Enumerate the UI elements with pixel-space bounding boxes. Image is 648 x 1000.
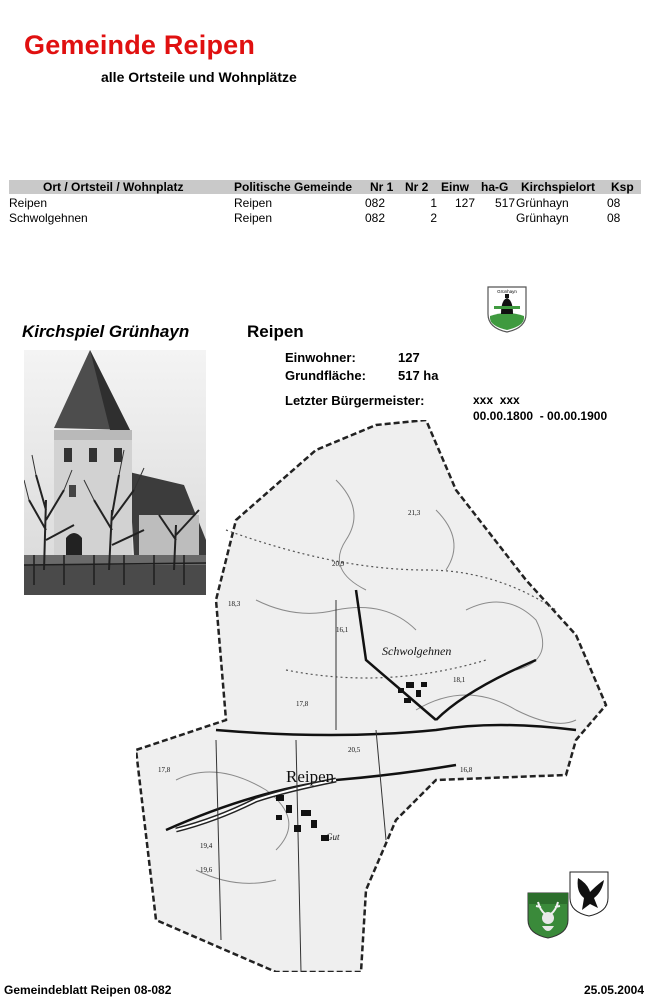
map-label-height: 18,1: [453, 676, 466, 684]
cell-kirchspielort: Grünhayn: [516, 196, 569, 210]
flaeche-value: 517 ha: [398, 368, 439, 383]
map-label-height: 17,8: [296, 700, 309, 708]
cell-einw: 127: [454, 196, 475, 210]
cell-gemeinde: Reipen: [234, 196, 273, 210]
col-header-nr1: Nr 1: [370, 180, 394, 194]
cell-kirchspielort: Grünhayn: [516, 211, 569, 225]
cell-ksp: 08: [607, 196, 621, 210]
col-header-ort: Ort / Ortsteil / Wohnplatz: [43, 180, 184, 194]
page-title: Gemeinde Reipen: [24, 30, 256, 60]
ort-heading: Reipen: [247, 322, 304, 341]
cell-ha: 517: [494, 196, 515, 210]
cell-gemeinde: Reipen: [234, 211, 273, 225]
map-label-height: 17,8: [158, 766, 171, 774]
footer-date: 25.05.2004: [583, 983, 644, 997]
map-label-height: 19,4: [200, 842, 213, 850]
map-label-height: 21,3: [408, 509, 421, 517]
buergermeister-label: Letzter Bürgermeister:: [285, 393, 425, 408]
map-label-reipen: Reipen: [286, 767, 335, 786]
cell-nr1: 082: [365, 211, 386, 225]
buergermeister-name: xxx xxx: [473, 393, 520, 407]
map-label-height: 18,3: [228, 600, 241, 608]
buergermeister-period: 00.00.1800 - 00.00.1900: [473, 409, 608, 423]
map-label-schwolgehnen: Schwolgehnen: [382, 644, 452, 658]
map-label-height: 20,5: [348, 746, 361, 754]
map-label-height: 16,8: [460, 766, 473, 774]
flaeche-label: Grundfläche:: [285, 368, 366, 383]
col-header-ksp: Ksp: [611, 180, 634, 194]
einwohner-value: 127: [398, 350, 420, 365]
map-label-height: 16,1: [336, 626, 349, 634]
cell-ksp: 08: [607, 211, 621, 225]
kirchspiel-heading: Kirchspiel Grünhayn: [22, 322, 190, 341]
map-label-height: 20,9: [332, 560, 345, 568]
cell-nr2: 2: [430, 211, 437, 225]
gruenhayn-coat-of-arms: [486, 284, 528, 334]
col-header-gemeinde: Politische Gemeinde: [234, 180, 353, 194]
page-subtitle: alle Ortsteile und Wohnplätze: [101, 69, 297, 85]
map-label-height: 19,6: [200, 866, 213, 874]
einwohner-label: Einwohner:: [285, 350, 356, 365]
footer-left: Gemeindeblatt Reipen 08-082: [4, 983, 172, 997]
cell-nr2: 1: [430, 196, 437, 210]
cell-nr1: 082: [365, 196, 386, 210]
cell-ort: Schwolgehnen: [9, 211, 88, 225]
district-coat-of-arms: [526, 890, 570, 940]
map-label-gut: Gut: [326, 832, 340, 842]
emblem-label: Grünhayn: [497, 289, 517, 294]
cell-ort: Reipen: [9, 196, 48, 210]
col-header-einw: Einw: [441, 180, 470, 194]
col-header-kirchspielort: Kirchspielort: [521, 180, 596, 194]
col-header-ha: ha-G: [481, 180, 509, 194]
eagle-coat-of-arms: [568, 870, 610, 918]
col-header-nr2: Nr 2: [405, 180, 429, 194]
